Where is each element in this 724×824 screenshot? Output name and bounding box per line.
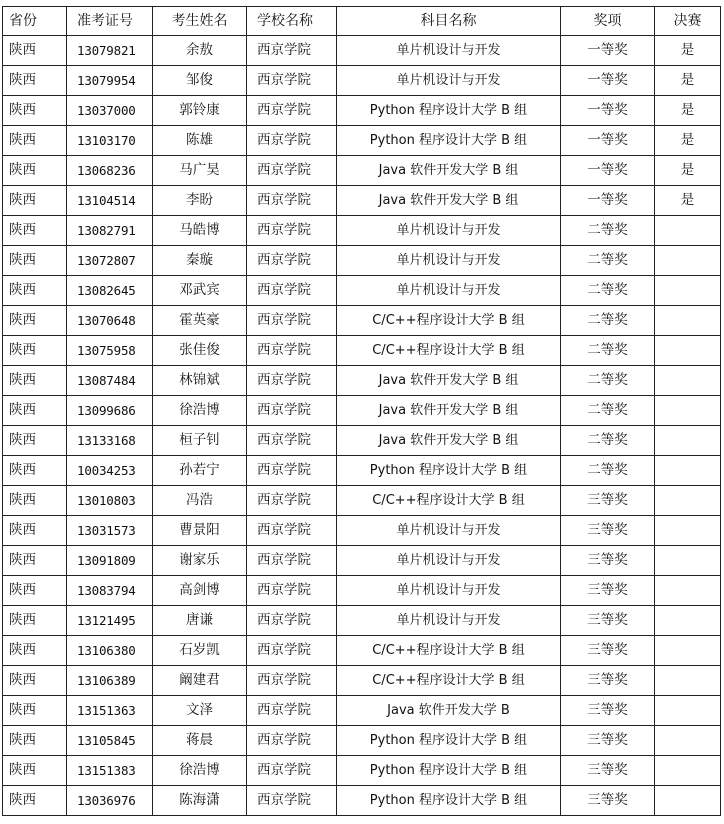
cell-subject: 单片机设计与开发 (337, 516, 561, 546)
table-row (3, 456, 721, 486)
cell-name: 徐浩博 (153, 396, 247, 426)
cell-name: 冯浩 (153, 486, 247, 516)
cell-name: 曹景阳 (153, 516, 247, 546)
cell-final (655, 336, 721, 366)
cell-province: 陕西 (3, 276, 67, 306)
cell-exam-id: 13037000 (67, 96, 153, 126)
cell-province: 陕西 (3, 216, 67, 246)
table-row (3, 786, 721, 816)
table-row (3, 336, 721, 366)
cell-final (655, 756, 721, 786)
cell-final: 是 (655, 186, 721, 216)
table-row (3, 486, 721, 516)
cell-award: 一等奖 (561, 156, 655, 186)
cell-subject: 单片机设计与开发 (337, 606, 561, 636)
cell-exam-id: 13072807 (67, 246, 153, 276)
cell-exam-id: 13151363 (67, 696, 153, 726)
award-table (2, 6, 721, 816)
cell-name: 李盼 (153, 186, 247, 216)
cell-exam-id: 13121495 (67, 606, 153, 636)
cell-province: 陕西 (3, 456, 67, 486)
table-body (3, 36, 721, 816)
cell-name: 张佳俊 (153, 336, 247, 366)
cell-exam-id: 13106389 (67, 666, 153, 696)
cell-name: 阚建君 (153, 666, 247, 696)
cell-name: 马皓博 (153, 216, 247, 246)
cell-exam-id: 13068236 (67, 156, 153, 186)
cell-exam-id: 13036976 (67, 786, 153, 816)
cell-final (655, 696, 721, 726)
cell-exam-id: 13079821 (67, 36, 153, 66)
cell-name: 林锦斌 (153, 366, 247, 396)
cell-school: 西京学院 (247, 36, 337, 66)
cell-school: 西京学院 (247, 126, 337, 156)
cell-school: 西京学院 (247, 336, 337, 366)
cell-province: 陕西 (3, 666, 67, 696)
header-province: 省份 (3, 7, 67, 36)
cell-exam-id: 13082791 (67, 216, 153, 246)
table-row (3, 576, 721, 606)
cell-school: 西京学院 (247, 186, 337, 216)
cell-final (655, 366, 721, 396)
cell-subject: C/C++程序设计大学 B 组 (337, 486, 561, 516)
cell-exam-id: 13087484 (67, 366, 153, 396)
cell-exam-id: 13082645 (67, 276, 153, 306)
cell-school: 西京学院 (247, 546, 337, 576)
cell-school: 西京学院 (247, 786, 337, 816)
table-row (3, 366, 721, 396)
cell-school: 西京学院 (247, 156, 337, 186)
cell-final: 是 (655, 126, 721, 156)
cell-name: 蒋晨 (153, 726, 247, 756)
cell-name: 霍英豪 (153, 306, 247, 336)
table-row (3, 756, 721, 786)
cell-award: 三等奖 (561, 636, 655, 666)
cell-award: 三等奖 (561, 666, 655, 696)
cell-school: 西京学院 (247, 216, 337, 246)
cell-name: 马广昊 (153, 156, 247, 186)
cell-name: 唐谦 (153, 606, 247, 636)
cell-exam-id: 13031573 (67, 516, 153, 546)
cell-award: 三等奖 (561, 486, 655, 516)
header-subject: 科目名称 (337, 7, 561, 36)
table-row (3, 726, 721, 756)
cell-subject: Java 软件开发大学 B 组 (337, 396, 561, 426)
cell-province: 陕西 (3, 36, 67, 66)
cell-province: 陕西 (3, 126, 67, 156)
cell-award: 三等奖 (561, 576, 655, 606)
cell-province: 陕西 (3, 606, 67, 636)
cell-subject: C/C++程序设计大学 B 组 (337, 666, 561, 696)
cell-name: 谢家乐 (153, 546, 247, 576)
table-row (3, 36, 721, 66)
cell-award: 三等奖 (561, 546, 655, 576)
cell-subject: 单片机设计与开发 (337, 66, 561, 96)
cell-exam-id: 13104514 (67, 186, 153, 216)
cell-school: 西京学院 (247, 396, 337, 426)
cell-name: 陈雄 (153, 126, 247, 156)
cell-subject: C/C++程序设计大学 B 组 (337, 336, 561, 366)
cell-subject: Python 程序设计大学 B 组 (337, 786, 561, 816)
cell-subject: Python 程序设计大学 B 组 (337, 726, 561, 756)
header-final: 决赛 (655, 7, 721, 36)
cell-school: 西京学院 (247, 306, 337, 336)
cell-exam-id: 13083794 (67, 576, 153, 606)
cell-subject: 单片机设计与开发 (337, 246, 561, 276)
cell-final (655, 606, 721, 636)
table-row (3, 606, 721, 636)
table-row (3, 666, 721, 696)
cell-award: 三等奖 (561, 726, 655, 756)
cell-final (655, 306, 721, 336)
cell-school: 西京学院 (247, 456, 337, 486)
cell-final (655, 546, 721, 576)
table-row (3, 636, 721, 666)
cell-subject: Python 程序设计大学 B 组 (337, 756, 561, 786)
cell-award: 一等奖 (561, 186, 655, 216)
table-row (3, 246, 721, 276)
cell-school: 西京学院 (247, 246, 337, 276)
cell-subject: Python 程序设计大学 B 组 (337, 96, 561, 126)
cell-final (655, 456, 721, 486)
cell-school: 西京学院 (247, 756, 337, 786)
cell-school: 西京学院 (247, 426, 337, 456)
cell-award: 三等奖 (561, 516, 655, 546)
table-row (3, 126, 721, 156)
cell-province: 陕西 (3, 426, 67, 456)
cell-final (655, 516, 721, 546)
cell-final (655, 486, 721, 516)
cell-subject: 单片机设计与开发 (337, 216, 561, 246)
cell-subject: 单片机设计与开发 (337, 276, 561, 306)
cell-final (655, 666, 721, 696)
cell-award: 二等奖 (561, 306, 655, 336)
cell-award: 三等奖 (561, 786, 655, 816)
cell-school: 西京学院 (247, 486, 337, 516)
cell-province: 陕西 (3, 696, 67, 726)
cell-subject: 单片机设计与开发 (337, 36, 561, 66)
cell-subject: 单片机设计与开发 (337, 576, 561, 606)
header-school: 学校名称 (247, 7, 337, 36)
cell-province: 陕西 (3, 396, 67, 426)
table-row (3, 186, 721, 216)
cell-province: 陕西 (3, 636, 67, 666)
cell-award: 二等奖 (561, 336, 655, 366)
cell-award: 二等奖 (561, 396, 655, 426)
cell-province: 陕西 (3, 156, 67, 186)
cell-award: 二等奖 (561, 366, 655, 396)
cell-exam-id: 13010803 (67, 486, 153, 516)
cell-province: 陕西 (3, 246, 67, 276)
cell-final (655, 216, 721, 246)
cell-subject: 单片机设计与开发 (337, 546, 561, 576)
cell-name: 陈海潇 (153, 786, 247, 816)
table-row (3, 276, 721, 306)
cell-name: 高剑博 (153, 576, 247, 606)
cell-exam-id: 13103170 (67, 126, 153, 156)
cell-exam-id: 13105845 (67, 726, 153, 756)
cell-name: 石岁凯 (153, 636, 247, 666)
cell-school: 西京学院 (247, 606, 337, 636)
cell-final (655, 396, 721, 426)
cell-award: 一等奖 (561, 126, 655, 156)
cell-award: 二等奖 (561, 276, 655, 306)
table-row (3, 696, 721, 726)
cell-exam-id: 13070648 (67, 306, 153, 336)
cell-award: 三等奖 (561, 606, 655, 636)
cell-exam-id: 10034253 (67, 456, 153, 486)
cell-school: 西京学院 (247, 636, 337, 666)
table-row (3, 66, 721, 96)
cell-province: 陕西 (3, 516, 67, 546)
cell-award: 二等奖 (561, 246, 655, 276)
table-row (3, 426, 721, 456)
cell-name: 邹俊 (153, 66, 247, 96)
cell-school: 西京学院 (247, 66, 337, 96)
table-row (3, 96, 721, 126)
cell-final (655, 576, 721, 606)
cell-exam-id: 13079954 (67, 66, 153, 96)
cell-subject: Python 程序设计大学 B 组 (337, 456, 561, 486)
cell-name: 邓武宾 (153, 276, 247, 306)
cell-award: 三等奖 (561, 696, 655, 726)
cell-final (655, 246, 721, 276)
cell-subject: C/C++程序设计大学 B 组 (337, 636, 561, 666)
cell-award: 一等奖 (561, 36, 655, 66)
table-row (3, 546, 721, 576)
cell-final: 是 (655, 156, 721, 186)
cell-school: 西京学院 (247, 726, 337, 756)
cell-name: 余敖 (153, 36, 247, 66)
cell-award: 二等奖 (561, 216, 655, 246)
cell-province: 陕西 (3, 486, 67, 516)
cell-exam-id: 13151383 (67, 756, 153, 786)
header-award: 奖项 (561, 7, 655, 36)
cell-final: 是 (655, 96, 721, 126)
cell-final (655, 276, 721, 306)
cell-school: 西京学院 (247, 666, 337, 696)
header-row (3, 7, 721, 36)
cell-award: 三等奖 (561, 756, 655, 786)
cell-school: 西京学院 (247, 696, 337, 726)
cell-subject: Python 程序设计大学 B 组 (337, 126, 561, 156)
cell-name: 徐浩博 (153, 756, 247, 786)
cell-name: 秦璇 (153, 246, 247, 276)
cell-name: 文泽 (153, 696, 247, 726)
cell-exam-id: 13133168 (67, 426, 153, 456)
cell-province: 陕西 (3, 96, 67, 126)
cell-province: 陕西 (3, 756, 67, 786)
header-name: 考生姓名 (153, 7, 247, 36)
cell-final (655, 426, 721, 456)
cell-name: 孙若宁 (153, 456, 247, 486)
cell-school: 西京学院 (247, 516, 337, 546)
cell-final: 是 (655, 36, 721, 66)
cell-award: 二等奖 (561, 456, 655, 486)
cell-province: 陕西 (3, 786, 67, 816)
cell-province: 陕西 (3, 576, 67, 606)
cell-award: 一等奖 (561, 66, 655, 96)
cell-final (655, 726, 721, 756)
table-row (3, 306, 721, 336)
cell-province: 陕西 (3, 366, 67, 396)
cell-award: 一等奖 (561, 96, 655, 126)
cell-final (655, 786, 721, 816)
cell-final (655, 636, 721, 666)
cell-name: 郭铃康 (153, 96, 247, 126)
cell-province: 陕西 (3, 726, 67, 756)
cell-exam-id: 13106380 (67, 636, 153, 666)
table-row (3, 156, 721, 186)
cell-subject: Java 软件开发大学 B 组 (337, 426, 561, 456)
cell-province: 陕西 (3, 186, 67, 216)
cell-province: 陕西 (3, 336, 67, 366)
cell-province: 陕西 (3, 66, 67, 96)
cell-province: 陕西 (3, 546, 67, 576)
cell-subject: Java 软件开发大学 B 组 (337, 186, 561, 216)
cell-school: 西京学院 (247, 366, 337, 396)
cell-exam-id: 13099686 (67, 396, 153, 426)
cell-award: 二等奖 (561, 426, 655, 456)
cell-name: 桓子钊 (153, 426, 247, 456)
cell-school: 西京学院 (247, 576, 337, 606)
header-exam-id: 准考证号 (67, 7, 153, 36)
table-row (3, 216, 721, 246)
cell-exam-id: 13075958 (67, 336, 153, 366)
cell-subject: Java 软件开发大学 B 组 (337, 366, 561, 396)
cell-subject: Java 软件开发大学 B (337, 696, 561, 726)
table-row (3, 516, 721, 546)
cell-school: 西京学院 (247, 276, 337, 306)
cell-school: 西京学院 (247, 96, 337, 126)
cell-province: 陕西 (3, 306, 67, 336)
table-row (3, 396, 721, 426)
cell-final: 是 (655, 66, 721, 96)
cell-subject: Java 软件开发大学 B 组 (337, 156, 561, 186)
cell-subject: C/C++程序设计大学 B 组 (337, 306, 561, 336)
cell-exam-id: 13091809 (67, 546, 153, 576)
